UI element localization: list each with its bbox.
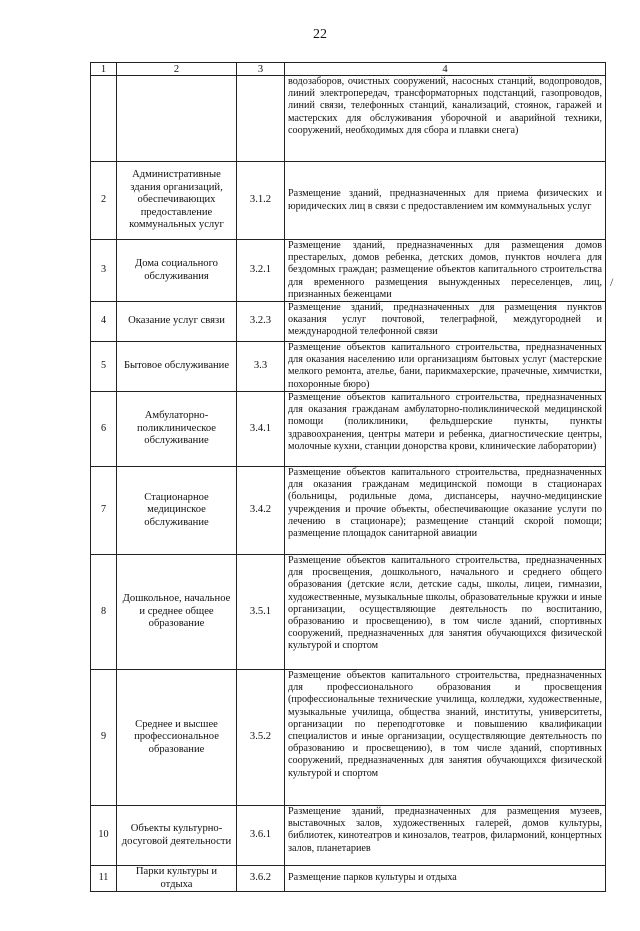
use-type-name: Дошкольное, начальное и среднее общее образование [117,555,237,670]
table-row [91,162,606,240]
column-header: 1 [91,63,117,76]
use-type-code: 3.6.2 [237,866,285,892]
table-row [91,555,606,670]
use-type-code: 3.6.1 [237,806,285,866]
use-type-code: 3.1.2 [237,162,285,240]
use-type-name: Дома социального обслуживания [117,240,237,302]
use-type-name: Парки культуры и отдыха [117,866,237,892]
row-number: 5 [91,342,117,392]
use-type-code: 3.4.1 [237,392,285,467]
use-type-description: Размещение парков культуры и отдыха [285,866,606,892]
table-row [91,392,606,467]
use-type-name: Амбулаторно-поликлиническое обслуживание [117,392,237,467]
use-type-description: Размещение зданий, предназначенных для размещения домов престарелых, домов ребенка, детских домов, пунктов ночлега для бездомных граждан; размещение объектов капитального строительства для временного размещения вынужденных переселенцев, лиц, признанных беженцами [285,240,606,302]
row-number: 3 [91,240,117,302]
use-type-code: 3.3 [237,342,285,392]
use-type-code: 3.2.1 [237,240,285,302]
use-type-name: Административные здания организаций, обеспечивающих предоставление коммунальных услуг [117,162,237,240]
use-type-name: Стационарное медицинское обслуживание [117,467,237,555]
row-number: 10 [91,806,117,866]
row-number: 4 [91,302,117,342]
table-row [91,866,606,892]
use-type-description: Размещение объектов капитального строительства, предназначенных для оказания гражданам амбулаторно-поликлинической медицинской помощи (поликлиники, фельдшерские пункты, пункты здравоохранения, центры матери и ребенка, диагностические центры, молочные кухни, станции донорства крови, клинические лаборатории) [285,392,606,467]
use-type-description: Размещение зданий, предназначенных для приема физических и юридических лиц в связи с предоставлением им коммунальных услуг [285,162,606,240]
use-type-description: Размещение объектов капитального строительства, предназначенных для оказания гражданам медицинской помощи в стационарах (больницы, родильные дома, диспансеры, научно-медицинские учреждения и прочие объекты, обеспечивающие оказание услуги по лечению в стационаре); размещение станций скорой помощи; размещение площадок санитарной авиации [285,467,606,555]
table-row [91,302,606,342]
page-number: 22 [313,27,327,42]
table-row [91,467,606,555]
column-header: 3 [237,63,285,76]
use-type-description: Размещение зданий, предназначенных для размещения музеев, выставочных залов, художественных галерей, домов культуры, библиотек, кинотеатров и кинозалов, театров, филармоний, концертных залов, планетариев [285,806,606,866]
row-number: 9 [91,670,117,806]
margin-mark: / [610,275,614,289]
column-header: 2 [117,63,237,76]
table-header-row [91,63,606,76]
column-header: 4 [285,63,606,76]
use-type-description: Размещение объектов капитального строительства, предназначенных для оказания населению или организациям бытовых услуг (мастерские мелкого ремонта, ателье, бани, парикмахерские, прачечные, химчистки, похоронные бюро) [285,342,606,392]
use-type-code: 3.4.2 [237,467,285,555]
use-type-description: Размещение объектов капитального строительства, предназначенных для профессионального образования и просвещения (профессиональные технические училища, колледжи, художественные, музыкальные училища, общества знаний, институты, университеты, организации по переподготовке и повышению квалификации специалистов и иные организации, осуществляющие деятельность по образованию и просвещению), в том числе зданий, спортивных сооружений, предназначенных для занятия обучающихся физической культурой и спортом [285,670,606,806]
use-type-name: Объекты культурно-досуговой деятельности [117,806,237,866]
use-type-code: 3.5.1 [237,555,285,670]
table-row [91,240,606,302]
table-row [91,670,606,806]
use-type-name: Среднее и высшее профессиональное образование [117,670,237,806]
table-row [91,806,606,866]
row-number: 11 [91,866,117,892]
use-type-code: 3.2.3 [237,302,285,342]
table-row [91,342,606,392]
use-type-description: Размещение зданий, предназначенных для размещения пунктов оказания услуг почтовой, телеграфной, междугородней и международной телефонной связи [285,302,606,342]
continuation-description: водозаборов, очистных сооружений, насосных станций, водопроводов, линий электропередач, трансформаторных подстанций, газопроводов, линий связи, телефонных станций, канализаций, стоянок, гаражей и мастерских для обслуживания уборочной и аварийной техники, сооружений, необходимых для сбора и плавки снега) [285,76,606,162]
use-type-name: Бытовое обслуживание [117,342,237,392]
row-number: 7 [91,467,117,555]
row-number: 2 [91,162,117,240]
use-type-code: 3.5.2 [237,670,285,806]
row-number: 8 [91,555,117,670]
continuation-row [91,76,606,162]
row-number: 6 [91,392,117,467]
land-use-table [90,62,606,892]
use-type-name: Оказание услуг связи [117,302,237,342]
use-type-description: Размещение объектов капитального строительства, предназначенных для просвещения, дошкольного, начального и среднего общего образования (детские ясли, детские сады, школы, лицеи, гимназии, художественные, музыкальные школы, образовательные кружки и иные организации, осуществляющие деятельность по воспитанию, образованию и просвещению), в том числе зданий, спортивных сооружений, предназначенных для занятия обучающихся физической культурой и спортом [285,555,606,670]
